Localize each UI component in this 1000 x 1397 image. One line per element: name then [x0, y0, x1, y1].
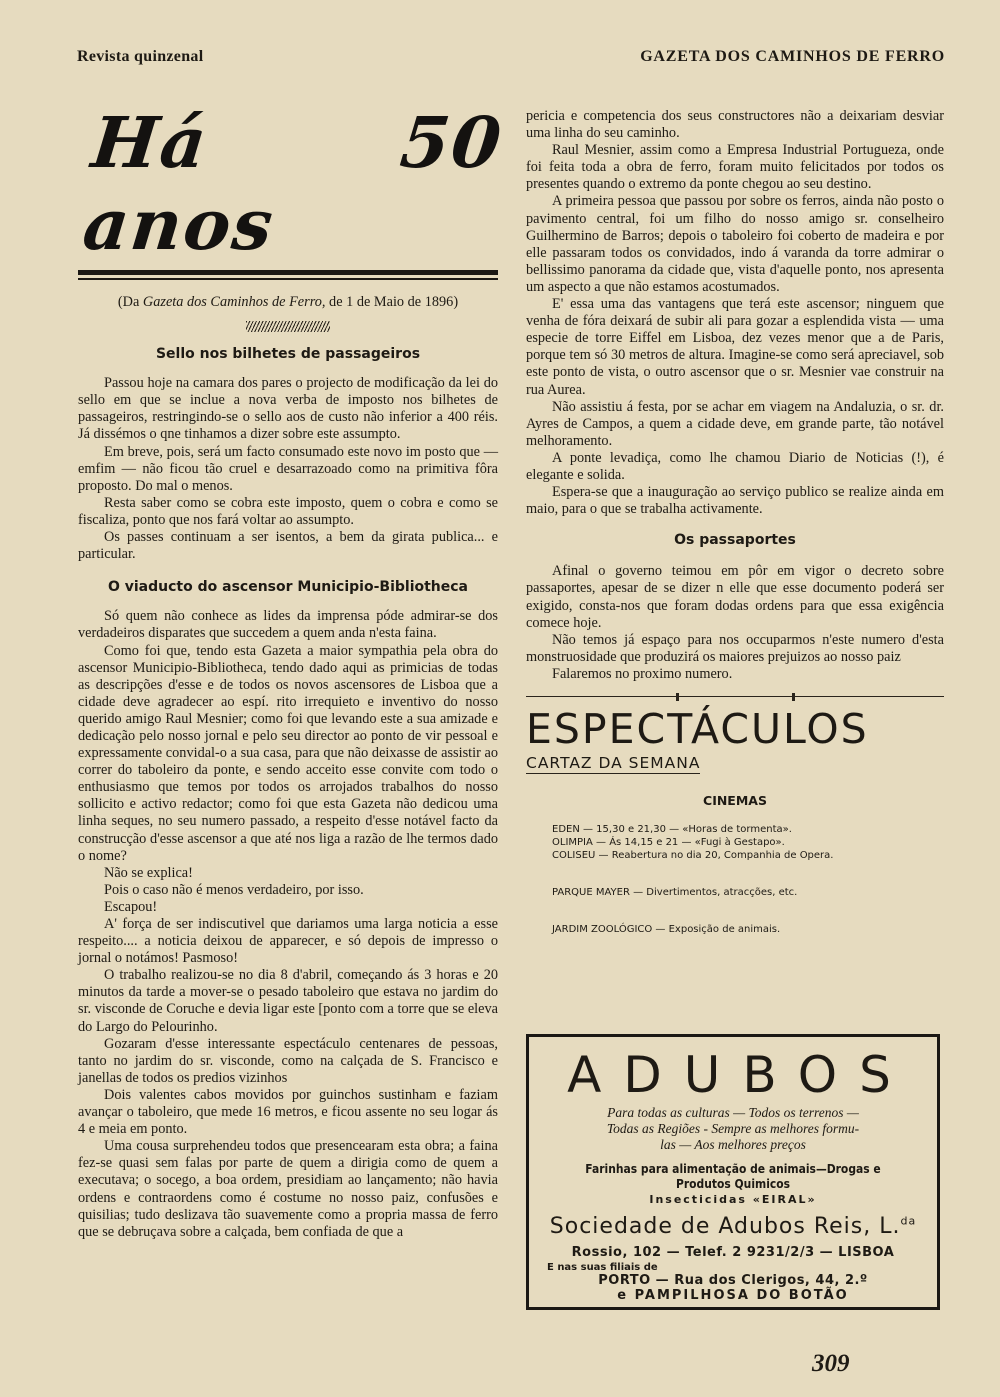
jardim-zoologico: JARDIM ZOOLÓGICO — Exposição de animais. [552, 924, 781, 936]
title-rule-thin [78, 278, 498, 280]
source-line: (Da Gazeta dos Caminhos de Ferro, de 1 de Maio de 1896) [117, 294, 459, 310]
paragraph: Escapou! [104, 898, 158, 915]
paragraph: Passou hoje na camara dos pares o projecto de modificação da lei do sello em que se inclue a nova verba de imposto nos bilhetes de passageiros, restringindo-se o sello aos de custo não inferior a 400 réis. Já dissémos o qne tinhamos a dizer sobre este assumpto. [78, 375, 498, 443]
paragraph: Falaremos no proximo numero. [552, 665, 733, 682]
section-heading-sello: Sello nos bilhetes de passageiros [155, 346, 421, 363]
page-number: 309 [812, 1350, 850, 1377]
paragraph: Espera-se que a inauguração ao serviço publico se realize ainda em maio, para o que se trabalha activamente. [526, 484, 944, 518]
cinemas-heading: CINEMAS [703, 793, 767, 809]
paragraph: Gozaram d'esse interessante espectáculo centenares de pessoas, tanto no jardim do sr. visconde, como na calçada de S. Francisco e janellas de todos os predios vizinhos [78, 1035, 498, 1086]
source-publication: Gazeta dos Caminhos de Ferro, [142, 294, 326, 310]
advert-insecticidas: Insecticidas «EIRAL» [649, 1193, 817, 1206]
paragraph: Afinal o governo teimou em pôr em vigor o decreto sobre passaportes, apesar de se dizer n elle que esse documento poderá ser exigido, consta-nos que foram dodas ordens para que essa exigência comece hoje. [526, 563, 944, 631]
parque-mayer: PARQUE MAYER — Divertimentos, atracções, etc. [552, 887, 798, 899]
adubos-advert [526, 1034, 940, 1310]
paragraph: E' essa uma das vantagens que terá este ascensor; ninguem que venha de fóra deixará de subir ali para gozar a esplendida vista — uma especie de torre Eiffel em Lisboa, dez vezes menor que a de Paris, porque tem só 30 metros de altura. Imagine-se como será apreciavel, sob este ponto de vista, o outro ascensor que o sr. Mesnier vae construir na rua Aurea. [526, 296, 944, 398]
advert-pampilhosa: e PAMPILHOSA DO BOTÃO [617, 1288, 849, 1303]
section-divider [526, 693, 944, 701]
cinema-olimpia: OLIMPIA — Ás 14,15 e 21 — «Fugi à Gestapo». [552, 837, 785, 849]
cinema-eden: EDEN — 15,30 e 21,30 — «Horas de tormenta». [552, 824, 792, 836]
paragraph: Só quem não conhece as lides da imprensa póde admirar-se dos verdadeiros disparates que succedem a quem anda n'esta faina. [78, 608, 498, 642]
paragraph: Uma cousa surprehendeu todos que presencearam esta obra; a faina fez-se quasi sem falas por parte de quem a dirigia como de quem a executava; o socego, a boa ordem, presidiam ao lançamento; não havia ordens e contraordens como é costume no nosso paiz, confusões e quisilias; tudo deslizava tão suavemente como a propria massa de ferro que se debruçava sobre a calçada, bem confiada de que a [78, 1138, 498, 1240]
advert-tagline: Para todas as culturas — Todos os terrenos — Todas as Regiões - Sempre as melhores formu- las — Aos melhores preços [606, 1105, 860, 1152]
advert-address: Rossio, 102 — Telef. 2 9231/2/3 — LISBOA [571, 1245, 895, 1260]
paragraph: Pois o caso não é menos verdadeiro, por isso. [104, 881, 364, 898]
paragraph: Em breve, pois, será um facto consumado este novo im posto que — emfim — não ficou tão cruel e desarrazoado como na primitiva fôra proposto. Do mal o menos. [78, 443, 498, 494]
paragraph: A primeira pessoa que passou por sobre os ferros, ainda não posto o pavimento central, foi um filho do nosso amigo sr. conselheiro Guilhermino de Barros; depois o taboleiro foi coberto de madeira e por elle passaram todos os convidados, indo á varanda da torre admirar o bellissimo panorama da cidade que, vista d'aquelle ponto, nos apresenta um aspecto a que não estamos acostumados. [526, 193, 944, 295]
cinema-coliseu: COLISEU — Reabertura no dia 20, Companhia de Opera. [552, 850, 834, 862]
advert-filiais: E nas suas filiais de [547, 1262, 658, 1273]
hatch-ornament [246, 321, 330, 332]
title-rule [78, 270, 498, 275]
espectaculos-title: ESPECTÁCULOS [526, 705, 869, 753]
paragraph: Não se explica! [104, 864, 193, 881]
paragraph: Resta saber como se cobra este imposto, quem o cobra e como se fiscaliza, ponto que nos fará voltar ao assumpto. [78, 494, 498, 528]
paragraph: Os passes continuam a ser isentos, a bem da girata publica... e particular. [78, 529, 498, 563]
paragraph: Não assistiu á festa, por se achar em viagem na Andaluzia, o sr. dr. Ayres de Campos, a quem a cidade deve, em grande parte, tão notável melhoramento. [526, 398, 944, 449]
advert-company: Sociedade de Adubos Reis, L.$^{da}$ [549, 1214, 917, 1239]
section-heading-viaducto: O viaducto do ascensor Municipio-Bibliotheca [107, 579, 469, 596]
paragraph: Dois valentes cabos movidos por guinchos sustinham e faziam avançar o taboleiro, que mede 16 metros, e ficou assente no seu logar ás 4 e meia em ponto. [78, 1086, 498, 1138]
paragraph: A' força de ser indiscutivel que dariamos uma larga noticia a esse respeito.... a noticia deixou de apparecer, e só depois de impresso o jornal o notámos! Pasmoso! [78, 916, 498, 967]
article-title: Há 50 anos [79, 101, 507, 266]
paragraph: Não temos já espaço para nos occuparmos n'este numero d'esta monstruosidade que produzirá os maiores prejuizos ao nosso paiz [526, 631, 944, 665]
advert-porto: PORTO — Rua dos Clerigos, 44, 2.º [598, 1273, 868, 1288]
section-heading-passaportes: Os passaportes [674, 532, 796, 549]
left-column [78, 98, 507, 1241]
paragraph: A ponte levadiça, como lhe chamou Diario de Noticias (!), é elegante e solida. [526, 449, 944, 483]
paragraph: pericia e competencia dos seus constructores não a deixariam desviar uma linha do seu caminho. [526, 108, 944, 142]
paragraph: O trabalho realizou-se no dia 8 d'abril, começando ás 3 horas e 20 minutos da tarde a mover-se o pesado taboleiro que estava no jardim do sr. visconde de Coruche e devia ligar este [ponto com a torre que se eleva do Largo do Pelourinho. [78, 967, 498, 1035]
right-column [526, 108, 944, 936]
programme-list [552, 823, 944, 936]
advert-title: ADUBOS [567, 1046, 913, 1104]
header-left: Revista quinzenal [77, 48, 204, 65]
paragraph: Raul Mesnier, assim como a Empresa Industrial Portugueza, onde foi feita toda a obra de ferro, foram muito felicitados por todos os presentes quando o extremo da ponte chegou ao seu destino. [526, 142, 944, 193]
espectaculos-subtitle: CARTAZ DA SEMANA [526, 755, 700, 774]
header-right: GAZETA DOS CAMINHOS DE FERRO [640, 48, 945, 65]
advert-farinhas: Farinhas para alimentação de animais—Drogas e Produtos Quimicos [585, 1161, 881, 1191]
paragraph: Como foi que, tendo esta Gazeta a maior sympathia pela obra do ascensor Municipio-Bibliotheca, tendo dado aqui as primicias de todas as descripções d'esse e de todos os novos ascensores de Lisboa que a cidade deve agradecer ao espí. rito irrequieto e inventivo do nosso querido amigo Raul Mesnier; como foi que levando este a sua amizade e dedicação pelo nosso jornal e pelo seu director ao ponto de vir pessoal e expressamente convidal-o a sua casa, para que não deixasse de assistir ao correr do taboleiro da ponte, e sendo acceito esse convite com todo o enthusiasmo que temos por todos os arrojados trabalhos do nosso sollicito e activo redactor; como foi que esta Gazeta não dedicou uma linha seques, no seu numero passado, a respeito d'esse notável facto da construcção d'esse ascensor a que até nos liga a razão de lhe termos dado o nome? [78, 642, 498, 864]
